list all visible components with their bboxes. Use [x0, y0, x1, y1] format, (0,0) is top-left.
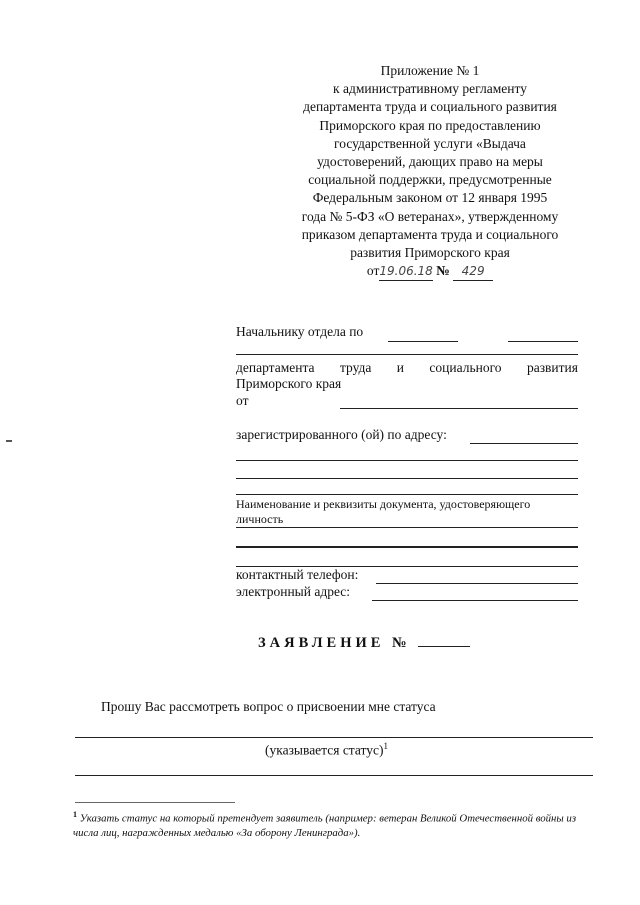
footnote-text: Указать статус на который претендует заявитель (например: ветеран Великой Отечественной войны из числа лиц, награжденных медалью «За оборону Ленинграда»).: [73, 812, 577, 839]
address-input-line-2[interactable]: [236, 460, 578, 461]
department-line-2: Приморского края: [236, 376, 342, 391]
registered-address-label: зарегистрированного (ой) по адресу:: [236, 427, 447, 442]
header-line: Федеральным законом от 12 января 1995: [312, 190, 548, 206]
address-input-line-4[interactable]: [236, 494, 578, 495]
application-title-text: ЗАЯВЛЕНИЕ №: [258, 635, 411, 651]
footnote-marker: 1: [73, 810, 77, 819]
header-line: Приложение № 1: [380, 63, 480, 78]
id-document-input-line-2[interactable]: [236, 546, 578, 548]
department-line-1: департамента труда и социального развития: [236, 360, 578, 375]
address-input-line-3[interactable]: [236, 478, 578, 479]
id-document-label-1: Наименование и реквизиты документа, удостоверяющего: [236, 497, 531, 511]
header-line: удостоверений, дающих право на меры: [317, 154, 543, 170]
to-label: Начальнику отдела по: [236, 324, 364, 339]
header-line: государственной услуги «Выдача: [334, 135, 526, 151]
from-label: от: [236, 393, 249, 408]
header-line: департамента труда и социального развития: [303, 99, 557, 115]
from-input-line[interactable]: [340, 408, 578, 409]
email-input-line[interactable]: [372, 600, 578, 601]
margin-mark: [6, 440, 12, 442]
footnote-reference: 1: [383, 741, 388, 751]
application-number-line[interactable]: [418, 646, 470, 647]
handwritten-date: 19.06.18: [379, 262, 432, 281]
number-sign: №: [436, 263, 450, 279]
footnote: [73, 808, 593, 840]
footnote-separator: [75, 802, 235, 803]
date-prefix: от: [366, 263, 380, 279]
phone-label: контактный телефон:: [236, 567, 359, 582]
department-input-line-2[interactable]: [508, 341, 578, 342]
department-input-line[interactable]: [388, 341, 458, 342]
application-title: [258, 635, 470, 652]
handwritten-number: 429: [453, 262, 493, 281]
email-label: электронный адрес:: [236, 584, 351, 599]
header-line: развития Приморского края: [350, 245, 510, 261]
id-document-label-2: личность: [236, 512, 284, 526]
header-line: Приморского края по предоставлению: [319, 117, 541, 133]
header-line: социальной поддержки, предусмотренные: [308, 172, 552, 188]
order-date-number: [270, 262, 590, 281]
request-text: Прошу Вас рассмотреть вопрос о присвоении мне статуса: [101, 699, 436, 714]
address-input-line[interactable]: [470, 443, 578, 444]
appendix-header: [270, 62, 590, 281]
status-hint-text: (указывается статус): [265, 742, 384, 758]
id-document-input-line[interactable]: [236, 527, 578, 528]
header-line: года № 5-ФЗ «О ветеранах», утвержденному: [301, 208, 559, 224]
department-input-line-3[interactable]: [236, 354, 578, 355]
header-line: приказом департамента труда и социального: [301, 226, 559, 242]
status-input-line-2[interactable]: [75, 775, 593, 776]
header-line: к административному регламенту: [333, 81, 527, 97]
status-input-line[interactable]: [75, 737, 593, 738]
phone-input-line[interactable]: [376, 583, 578, 584]
status-hint: [265, 741, 388, 759]
